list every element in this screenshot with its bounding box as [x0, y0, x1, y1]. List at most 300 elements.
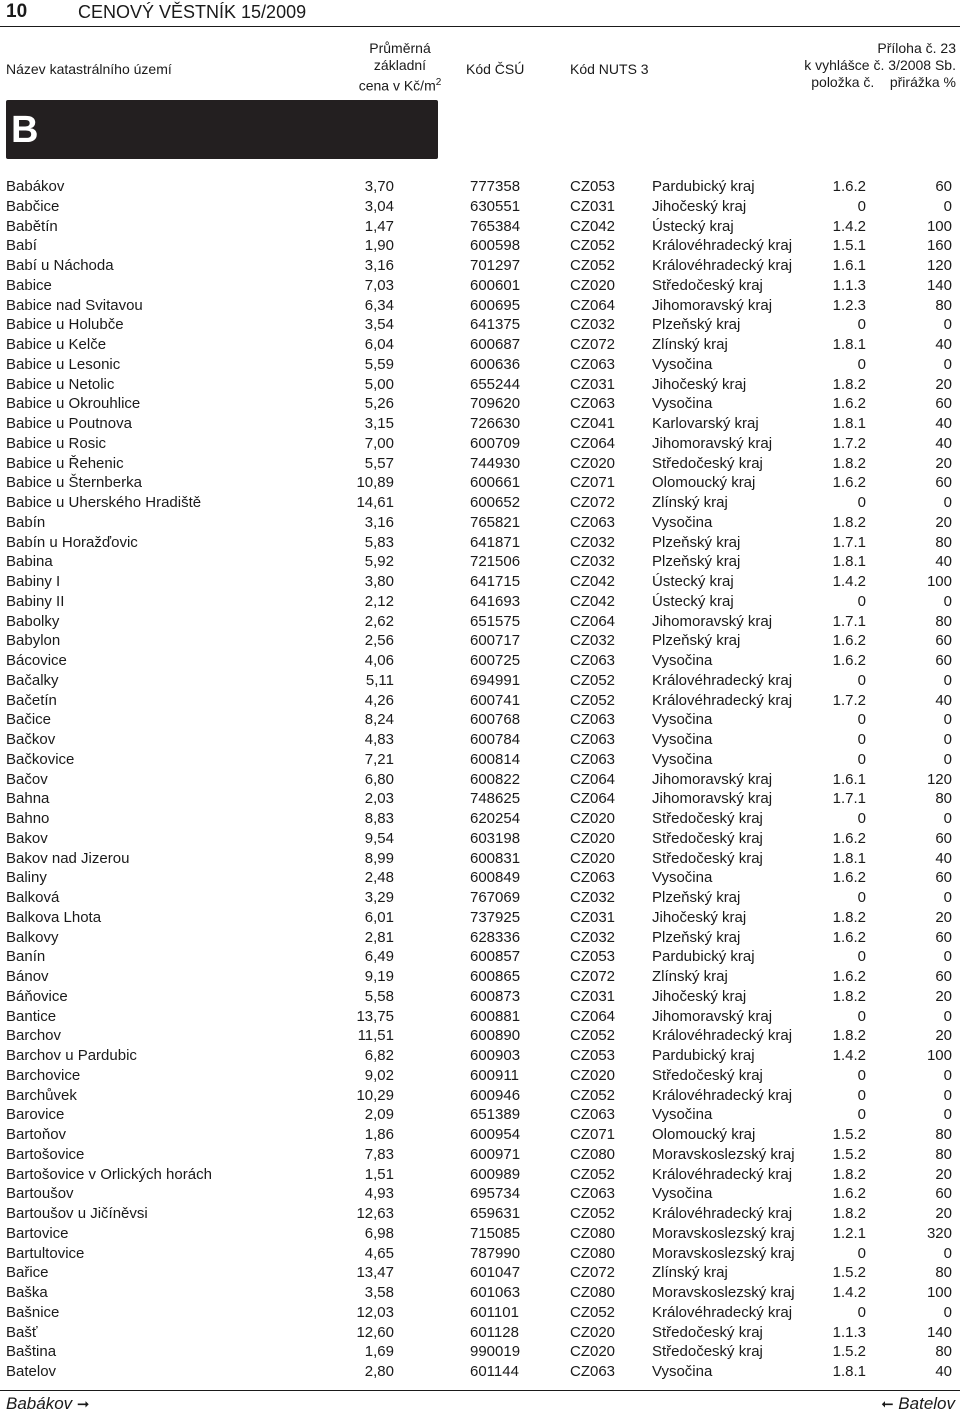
table-row [0, 1165, 960, 1185]
cell-surcharge: 80 [935, 1343, 952, 1361]
cell-surcharge: 20 [935, 1205, 952, 1222]
cell-item: 1.8.1 [832, 336, 866, 353]
cell-region: Středočeský kraj [652, 454, 763, 472]
cell-surcharge: 0 [943, 1066, 952, 1084]
cell-name: Bačice [6, 711, 52, 729]
cell-csu-code: 721506 [470, 553, 521, 571]
cell-price: 5,11 [365, 671, 394, 689]
cell-price: 3,70 [364, 178, 394, 195]
cell-region: Vysočina [652, 395, 713, 413]
cell-item: 1.6.2 [832, 928, 866, 946]
table-row [0, 414, 960, 434]
cell-name: Bahno [6, 810, 50, 827]
table-row [0, 375, 960, 395]
table-row [0, 197, 960, 217]
cell-name: Bačalky [6, 671, 59, 689]
table-row [0, 1145, 960, 1165]
cell-nuts-code: CZ063 [570, 1185, 616, 1203]
table-row [0, 1362, 960, 1382]
header-attachment [804, 40, 956, 91]
cell-surcharge: 80 [935, 1126, 952, 1143]
header-prirazka: přirážka % [889, 74, 956, 90]
cell-item: 1.6.2 [832, 395, 866, 413]
cell-csu-code: 600717 [470, 632, 521, 650]
cell-surcharge: 0 [943, 1303, 952, 1321]
cell-item: 0 [857, 316, 866, 334]
cell-item: 0 [857, 750, 866, 768]
cell-name: Babčice [6, 197, 60, 215]
table-row [0, 1086, 960, 1106]
cell-nuts-code: CZ031 [570, 987, 616, 1005]
cell-surcharge: 20 [935, 1165, 952, 1183]
cell-item: 1.4.2 [832, 1284, 866, 1301]
cell-nuts-code: CZ042 [570, 573, 616, 590]
cell-surcharge: 0 [943, 671, 952, 689]
cell-csu-code: 600598 [470, 237, 521, 255]
cell-item: 1.6.2 [832, 869, 866, 887]
cell-item: 1.8.2 [832, 908, 866, 926]
cell-name: Barovice [6, 1106, 65, 1124]
cell-price: 1,90 [364, 237, 394, 255]
cell-region: Ústecký kraj [652, 573, 734, 590]
table-row [0, 394, 960, 414]
cell-surcharge: 40 [935, 415, 952, 432]
cell-nuts-code: CZ063 [570, 869, 616, 887]
cell-nuts-code: CZ063 [570, 711, 616, 729]
cell-region: Jihomoravský kraj [652, 612, 773, 630]
cell-price: 2,12 [364, 592, 394, 610]
table-row [0, 434, 960, 454]
cell-nuts-code: CZ031 [570, 375, 616, 393]
cell-item: 1.7.2 [832, 691, 866, 709]
cell-item: 0 [857, 1244, 866, 1262]
cell-name: Babice u Netolic [6, 375, 115, 393]
cell-price: 7,00 [364, 434, 394, 452]
cell-region: Jihomoravský kraj [652, 434, 773, 452]
cell-region: Moravskoslezský kraj [652, 1284, 795, 1301]
cell-nuts-code: CZ052 [570, 237, 616, 255]
header-polozka: položka č. [811, 74, 875, 90]
cell-surcharge: 0 [943, 1106, 952, 1124]
table-row [0, 217, 960, 237]
cadastral-table [0, 177, 960, 1382]
cell-price: 2,03 [364, 790, 394, 808]
table-row [0, 691, 960, 711]
cell-name: Bahna [6, 790, 50, 808]
table-row [0, 1323, 960, 1343]
cell-nuts-code: CZ063 [570, 395, 616, 413]
cell-nuts-code: CZ072 [570, 494, 616, 511]
cell-nuts-code: CZ042 [570, 217, 616, 235]
cell-item: 1.2.1 [832, 1224, 866, 1242]
cell-surcharge: 120 [926, 770, 952, 788]
cell-surcharge: 60 [935, 1185, 952, 1203]
cell-csu-code: 600768 [470, 711, 521, 729]
cell-name: Babice u Holubče [6, 316, 124, 334]
cell-item: 0 [857, 1007, 866, 1025]
cell-name: Babiny II [6, 592, 65, 610]
cell-nuts-code: CZ020 [570, 276, 616, 294]
cell-price: 2,48 [364, 869, 394, 887]
cell-name: Baština [6, 1343, 57, 1361]
cell-nuts-code: CZ052 [570, 1303, 616, 1321]
cell-item: 1.6.2 [832, 1185, 866, 1203]
cell-name: Babice u Rosic [6, 434, 107, 452]
cell-region: Jihomoravský kraj [652, 790, 773, 808]
header-price-sup: 2 [435, 77, 442, 88]
cell-surcharge: 0 [943, 889, 952, 906]
cell-price: 2,09 [364, 1106, 394, 1124]
cell-name: Babice u Šternberka [6, 474, 142, 492]
cell-region: Vysočina [652, 731, 713, 748]
cell-price: 14,61 [356, 494, 394, 511]
cell-surcharge: 60 [935, 395, 952, 413]
cell-price: 12,03 [356, 1303, 394, 1321]
cell-region: Pardubický kraj [652, 948, 755, 966]
cell-region: Plzeňský kraj [652, 889, 741, 906]
cell-surcharge: 0 [943, 197, 952, 215]
table-row [0, 1125, 960, 1145]
cell-price: 3,16 [364, 257, 394, 274]
footer-first-entry [6, 1394, 89, 1414]
cell-nuts-code: CZ020 [570, 810, 616, 827]
cell-item: 1.6.2 [832, 652, 866, 669]
cell-name: Báňovice [6, 987, 68, 1005]
cell-nuts-code: CZ032 [570, 928, 616, 946]
cell-nuts-code: CZ052 [570, 691, 616, 709]
table-row [0, 296, 960, 316]
cell-name: Babice [6, 276, 52, 294]
cell-nuts-code: CZ032 [570, 889, 616, 906]
cell-region: Královéhradecký kraj [652, 1165, 793, 1183]
cell-csu-code: 659631 [470, 1205, 521, 1222]
table-row [0, 849, 960, 869]
cell-name: Batelov [6, 1363, 57, 1380]
cell-region: Jihomoravský kraj [652, 770, 773, 788]
cell-csu-code: 651389 [470, 1106, 521, 1124]
cell-nuts-code: CZ031 [570, 197, 616, 215]
cell-item: 1.8.2 [832, 375, 866, 393]
cell-nuts-code: CZ032 [570, 316, 616, 334]
cell-nuts-code: CZ080 [570, 1145, 616, 1163]
cell-name: Bačetín [6, 691, 57, 709]
cell-name: Babice u Uherského Hradiště [6, 494, 202, 511]
cell-price: 3,29 [364, 889, 394, 906]
cell-nuts-code: CZ080 [570, 1244, 616, 1262]
table-row [0, 1026, 960, 1046]
cell-region: Karlovarský kraj [652, 415, 759, 432]
cell-item: 0 [857, 197, 866, 215]
cell-item: 0 [857, 889, 866, 906]
cell-region: Jihočeský kraj [652, 375, 747, 393]
cell-region: Královéhradecký kraj [652, 1205, 793, 1222]
cell-nuts-code: CZ020 [570, 849, 616, 867]
cell-name: Babí u Náchoda [6, 257, 114, 274]
cell-item: 1.8.1 [832, 415, 866, 432]
header-price-line2: základní [373, 57, 427, 73]
cell-surcharge: 20 [935, 375, 952, 393]
cell-name: Bašť [6, 1323, 38, 1341]
cell-surcharge: 0 [943, 1244, 952, 1262]
cell-nuts-code: CZ053 [570, 178, 616, 195]
cell-nuts-code: CZ064 [570, 434, 616, 452]
cell-csu-code: 600849 [470, 869, 521, 887]
cell-surcharge: 20 [935, 513, 952, 531]
cell-region: Středočeský kraj [652, 810, 763, 827]
cell-csu-code: 601128 [470, 1323, 519, 1341]
table-row [0, 750, 960, 770]
cell-region: Zlínský kraj [652, 1264, 728, 1282]
cell-csu-code: 694991 [470, 671, 521, 689]
cell-name: Barchov u Pardubic [6, 1047, 137, 1064]
cell-item: 1.2.3 [832, 296, 866, 314]
cell-csu-code: 990019 [470, 1343, 521, 1361]
cell-item: 1.6.2 [832, 968, 866, 985]
cell-nuts-code: CZ064 [570, 612, 616, 630]
arrow-left-icon: ➞ [880, 1396, 894, 1413]
cell-csu-code: 651575 [470, 612, 521, 630]
table-row [0, 631, 960, 651]
cell-item: 0 [857, 948, 866, 966]
cell-price: 4,06 [364, 652, 394, 669]
table-row [0, 671, 960, 691]
cell-csu-code: 600725 [470, 652, 521, 669]
table-row [0, 868, 960, 888]
cell-name: Bácovice [6, 652, 67, 669]
table-row [0, 533, 960, 553]
header-csu-text: Kód ČSÚ [466, 61, 525, 77]
cell-surcharge: 40 [935, 336, 952, 353]
cell-item: 0 [857, 731, 866, 748]
cell-name: Bartultovice [6, 1244, 85, 1262]
table-row [0, 1244, 960, 1264]
cell-csu-code: 600636 [470, 355, 521, 373]
cell-region: Pardubický kraj [652, 1047, 755, 1064]
cell-region: Jihočeský kraj [652, 197, 747, 215]
cell-nuts-code: CZ020 [570, 1343, 616, 1361]
cell-name: Balkovy [6, 928, 59, 946]
cell-item: 1.7.1 [832, 612, 866, 630]
table-row [0, 1263, 960, 1283]
cell-surcharge: 100 [926, 1284, 952, 1301]
cell-name: Babákov [6, 178, 65, 195]
cell-csu-code: 600946 [470, 1086, 521, 1104]
cell-item: 0 [857, 671, 866, 689]
cell-surcharge: 40 [935, 691, 952, 709]
header-price-unit: cena v Kč/m [358, 77, 436, 94]
footer-first-name: Babákov [6, 1394, 73, 1413]
cell-item: 1.8.1 [832, 553, 866, 571]
cell-name: Bačkovice [6, 750, 75, 768]
cell-csu-code: 709620 [470, 395, 521, 413]
cell-surcharge: 80 [935, 533, 952, 551]
cell-csu-code: 603198 [470, 829, 521, 847]
cell-nuts-code: CZ052 [570, 1086, 616, 1104]
cell-name: Balková [6, 889, 60, 906]
cell-price: 3,04 [364, 197, 394, 215]
cell-surcharge: 0 [943, 711, 952, 729]
cell-price: 5,92 [364, 553, 394, 571]
cell-name: Babí [6, 237, 37, 255]
cell-region: Středočeský kraj [652, 1066, 763, 1084]
cell-price: 7,03 [364, 276, 394, 294]
cell-price: 5,26 [364, 395, 394, 413]
cell-price: 8,83 [364, 810, 394, 827]
cell-surcharge: 20 [935, 987, 952, 1005]
cell-item: 1.8.2 [832, 987, 866, 1005]
cell-region: Středočeský kraj [652, 1323, 763, 1341]
table-row [0, 276, 960, 296]
cell-price: 2,56 [364, 632, 394, 650]
cell-nuts-code: CZ052 [570, 671, 616, 689]
cell-price: 5,57 [364, 454, 394, 472]
cell-item: 1.8.2 [832, 1027, 866, 1045]
cell-name: Babice u Poutnova [6, 415, 132, 432]
cell-csu-code: 600831 [470, 849, 521, 867]
page-number: 10 [6, 1, 28, 22]
cell-csu-code: 600709 [470, 434, 521, 452]
cell-price: 1,51 [364, 1165, 394, 1183]
cell-name: Babolky [6, 612, 60, 630]
table-row [0, 1204, 960, 1224]
cell-nuts-code: CZ020 [570, 1323, 616, 1341]
cell-region: Moravskoslezský kraj [652, 1244, 795, 1262]
cell-surcharge: 100 [926, 1047, 952, 1064]
table-row [0, 335, 960, 355]
table-row [0, 513, 960, 533]
cell-nuts-code: CZ064 [570, 1007, 616, 1025]
cell-name: Banín [6, 948, 46, 966]
cell-nuts-code: CZ063 [570, 1363, 616, 1380]
cell-csu-code: 600601 [470, 276, 521, 294]
journal-title: CENOVÝ VĚSTNÍK 15/2009 [78, 2, 307, 22]
cell-item: 1.8.2 [832, 513, 866, 531]
cell-csu-code: 600890 [470, 1027, 521, 1045]
cell-surcharge: 0 [943, 948, 952, 966]
cell-csu-code: 767069 [470, 889, 521, 906]
cell-name: Babětín [6, 217, 58, 235]
cell-csu-code: 600661 [470, 474, 521, 492]
column-headers [0, 40, 960, 96]
footer-last-entry [881, 1394, 955, 1414]
table-row [0, 1342, 960, 1362]
header-name [6, 61, 172, 78]
cell-csu-code: 630551 [470, 197, 521, 215]
table-row [0, 493, 960, 513]
cell-surcharge: 120 [926, 257, 952, 274]
cell-item: 1.8.2 [832, 1205, 866, 1222]
cell-price: 5,59 [364, 355, 394, 373]
cell-price: 1,47 [364, 217, 394, 235]
cell-nuts-code: CZ020 [570, 1066, 616, 1084]
cell-surcharge: 0 [943, 316, 952, 334]
cell-region: Plzeňský kraj [652, 928, 741, 946]
cell-item: 1.1.3 [832, 1323, 866, 1341]
cell-region: Královéhradecký kraj [652, 257, 793, 274]
cell-name: Barchůvek [6, 1086, 77, 1104]
cell-csu-code: 655244 [470, 375, 521, 393]
cell-item: 1.6.1 [832, 770, 866, 788]
cell-name: Bařice [6, 1264, 49, 1282]
cell-region: Královéhradecký kraj [652, 1086, 793, 1104]
cell-name: Babylon [6, 632, 61, 650]
cell-surcharge: 80 [935, 612, 952, 630]
table-row [0, 1303, 960, 1323]
cell-surcharge: 320 [926, 1224, 952, 1242]
cell-name: Babín [6, 513, 46, 531]
cell-csu-code: 641375 [470, 316, 521, 334]
footer-rule [0, 1390, 960, 1391]
cell-item: 1.6.1 [832, 257, 866, 274]
cell-price: 2,62 [364, 612, 394, 630]
cell-csu-code: 600903 [470, 1047, 521, 1064]
cell-name: Babina [6, 553, 53, 571]
cell-csu-code: 737925 [470, 908, 521, 926]
table-row [0, 947, 960, 967]
cell-csu-code: 600814 [470, 750, 521, 768]
cell-csu-code: 641693 [470, 592, 521, 610]
cell-csu-code: 601101 [470, 1303, 519, 1321]
table-row [0, 592, 960, 612]
cell-csu-code: 600911 [470, 1066, 519, 1084]
cell-item: 0 [857, 711, 866, 729]
cell-price: 10,89 [356, 474, 394, 492]
cell-region: Královéhradecký kraj [652, 691, 793, 709]
cell-name: Babín u Horažďovic [6, 533, 138, 551]
cell-region: Plzeňský kraj [652, 316, 741, 334]
cell-price: 1,69 [364, 1343, 394, 1361]
cell-csu-code: 600857 [470, 948, 521, 966]
table-row [0, 256, 960, 276]
cell-name: Barchovice [6, 1066, 81, 1084]
header-price-line1: Průměrná [369, 40, 431, 56]
cell-region: Ústecký kraj [652, 217, 734, 235]
table-row [0, 612, 960, 632]
cell-nuts-code: CZ031 [570, 908, 616, 926]
section-letter-box [6, 100, 438, 159]
cell-surcharge: 20 [935, 454, 952, 472]
cell-nuts-code: CZ032 [570, 632, 616, 650]
cell-price: 4,83 [364, 731, 394, 748]
cell-surcharge: 0 [943, 592, 952, 610]
cell-surcharge: 80 [935, 790, 952, 808]
cell-region: Moravskoslezský kraj [652, 1224, 795, 1242]
cell-csu-code: 601047 [470, 1264, 521, 1282]
arrow-right-icon: ➞ [76, 1396, 90, 1413]
cell-surcharge: 60 [935, 652, 952, 669]
header-price-line3 [340, 74, 460, 95]
cell-item: 1.7.1 [832, 533, 866, 551]
cell-price: 12,63 [356, 1205, 394, 1222]
cell-nuts-code: CZ052 [570, 1165, 616, 1183]
cell-nuts-code: CZ063 [570, 513, 616, 531]
cell-price: 7,21 [364, 750, 394, 768]
cell-price: 3,15 [364, 415, 394, 432]
cell-item: 0 [857, 355, 866, 373]
cell-price: 9,19 [364, 968, 394, 985]
cell-price: 6,98 [364, 1224, 394, 1242]
table-row [0, 651, 960, 671]
table-row [0, 809, 960, 829]
cell-csu-code: 641871 [470, 533, 521, 551]
cell-region: Olomoucký kraj [652, 474, 756, 492]
table-row [0, 572, 960, 592]
cell-name: Baliny [6, 869, 47, 887]
cell-name: Barchov [6, 1027, 62, 1045]
cell-csu-code: 600741 [470, 691, 521, 709]
cell-nuts-code: CZ041 [570, 415, 616, 432]
cell-csu-code: 600873 [470, 987, 521, 1005]
